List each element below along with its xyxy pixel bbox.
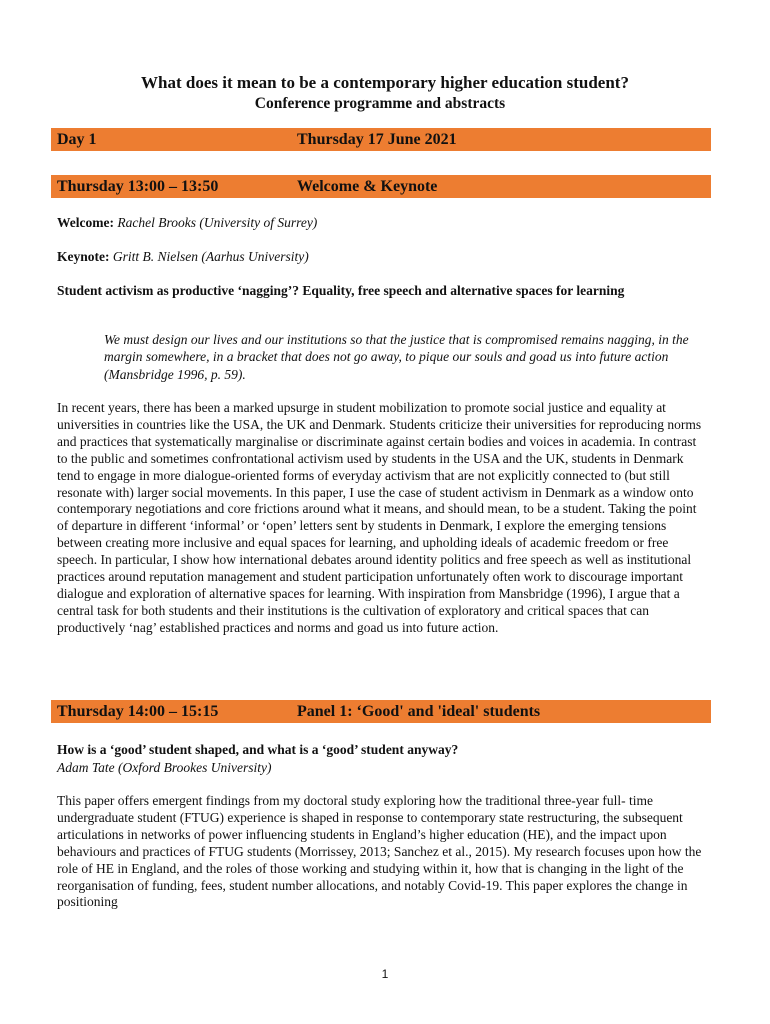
welcome-line xyxy=(57,214,317,231)
panel-abstract: This paper offers emergent findings from my doctoral study exploring how the traditional three-year full- time undergraduate student (FTUG) experience is shaped in response to contemporary state restructuring, the subsequent articulations in networks of power influencing students in England’s higher education (HE), and the impact upon behaviours and practices of FTUG students (Morrissey, 2013; Sanchez et al., 2015). My research focuses upon how the role of HE in England, and the roles of those working and studying within it, how that is changing in the light of the reorganisation of funding, fees, student number allocations, and notably Covid-19. This paper explores the change in positioning xyxy=(57,793,702,910)
page-number: 1 xyxy=(381,967,389,981)
panel-speaker: Adam Tate (Oxford Brookes University) xyxy=(57,760,272,775)
page-subtitle: Conference programme and abstracts xyxy=(254,95,506,112)
session-time: Thursday 13:00 – 13:50 xyxy=(57,178,219,195)
page-title: What does it mean to be a contemporary higher education student? xyxy=(141,73,629,92)
session-bar-keynote xyxy=(51,175,711,198)
keynote-speaker: Gritt B. Nielsen (Aarhus University) xyxy=(112,249,309,264)
keynote-line xyxy=(57,248,309,265)
session-bar-panel-1 xyxy=(51,700,711,723)
epigraph-quote: We must design our lives and our institutions so that the justice that is compromised remains nagging, in the margin somewhere, in a bracket that does not go away, to pique our souls and goad us into future action (Mansbridge 1996, p. 59). xyxy=(104,332,689,382)
panel-talk-title: How is a ‘good’ student shaped, and what is a ‘good’ student anyway? xyxy=(57,742,459,757)
session-time: Thursday 14:00 – 15:15 xyxy=(57,703,219,720)
day-date: Thursday 17 June 2021 xyxy=(297,131,457,148)
keynote-abstract: In recent years, there has been a marked upsurge in student mobilization to promote social justice and equality at universities in countries like the USA, the UK and Denmark. Students criticize their universities for reproducing norms and practices that systematically marginalise or discriminate against certain bodies and voices in academia. In contrast to the public and sometimes confrontational activism used by students in the USA and the UK, students in Denmark tend to engage in more dialogue-oriented forms of everyday activism that are not explicitly connected to (but still resonate with) larger social movements. In this paper, I use the case of student activism in Denmark as a window onto contemporary negotiations and core frictions around what it means, and should mean, to be a student. Taking the point of departure in different ‘informal’ or ‘open’ letters sent by students in Denmark, I explore the emerging tensions between creating more inclusive and equal spaces for learning, and upholding ideals of academic freedom or free speech. In particular, I show how international debates around identity politics and free speech as well as institutional practices around reputation management and student participation unfortunately often work to discourage important dialogue and exploration of alternative spaces for learning. With inspiration from Mansbridge (1996), I argue that a central task for both students and their institutions is the cultivation of exploratory and critical spaces that can productively ‘nag’ established practices and norms and goad us into future action. xyxy=(57,400,702,635)
session-title: Welcome & Keynote xyxy=(297,178,438,195)
keynote-label: Keynote: xyxy=(57,249,110,264)
day-header-bar xyxy=(51,128,711,151)
welcome-label: Welcome: xyxy=(57,215,114,230)
keynote-talk-title: Student activism as productive ‘nagging’? Equality, free speech and alternative spaces for learning xyxy=(57,283,625,298)
welcome-speaker: Rachel Brooks (University of Surrey) xyxy=(117,215,318,230)
day-label: Day 1 xyxy=(57,131,97,148)
session-title: Panel 1: ‘Good' and 'ideal' students xyxy=(297,703,541,720)
